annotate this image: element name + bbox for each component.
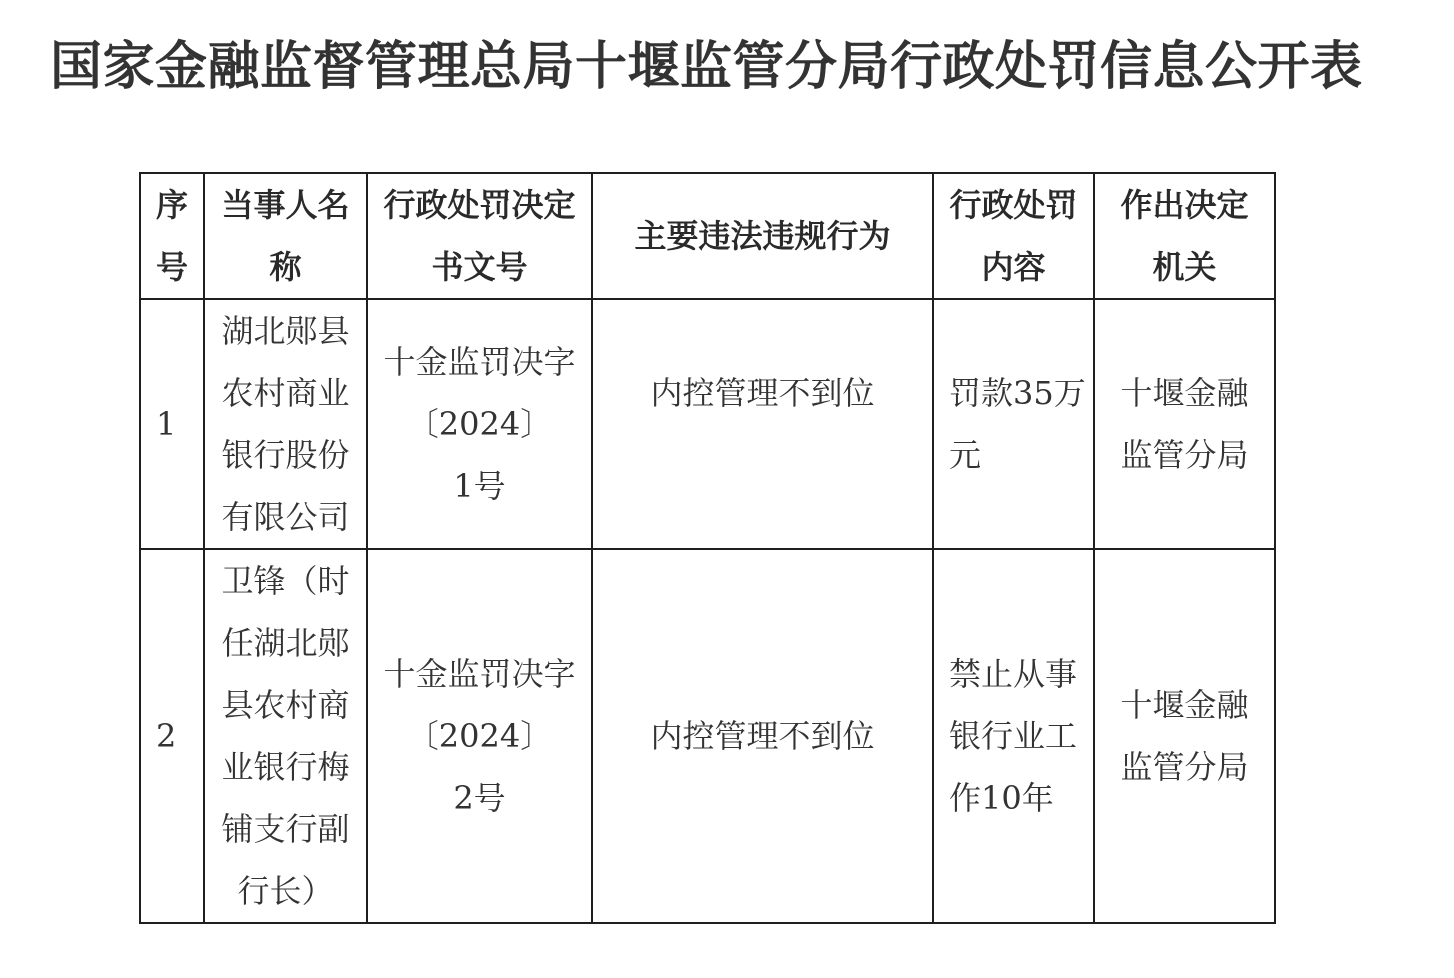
penalty-info-table [139, 172, 1276, 924]
cell-violation: 内控管理不到位 [592, 299, 933, 549]
header-authority: 作出决定 机关 [1094, 173, 1275, 299]
header-decision-number: 行政处罚决定 书文号 [367, 173, 592, 299]
cell-penalty: 禁止从事 银行业工 作10年 [933, 549, 1094, 923]
cell-index: 2 [140, 549, 204, 923]
cell-authority: 十堰金融 监管分局 [1094, 299, 1275, 549]
header-index: 序 号 [140, 173, 204, 299]
table-row [140, 549, 1275, 923]
cell-authority: 十堰金融 监管分局 [1094, 549, 1275, 923]
cell-party-name: 卫锋（时 任湖北郧 县农村商 业银行梅 铺支行副 行长） [204, 549, 367, 923]
header-party-name: 当事人名 称 [204, 173, 367, 299]
cell-party-name: 湖北郧县 农村商业 银行股份 有限公司 [204, 299, 367, 549]
header-penalty: 行政处罚 内容 [933, 173, 1094, 299]
cell-index: 1 [140, 299, 204, 549]
document-title: 国家金融监督管理总局十堰监管分局行政处罚信息公开表 [50, 37, 1363, 97]
cell-penalty: 罚款35万 元 [933, 299, 1094, 549]
cell-decision-number: 十金监罚决字 〔2024〕 1号 [367, 299, 592, 549]
table-header-row [140, 173, 1275, 299]
cell-decision-number: 十金监罚决字 〔2024〕 2号 [367, 549, 592, 923]
table-row [140, 299, 1275, 549]
header-violation: 主要违法违规行为 [592, 173, 933, 299]
cell-violation: 内控管理不到位 [592, 549, 933, 923]
